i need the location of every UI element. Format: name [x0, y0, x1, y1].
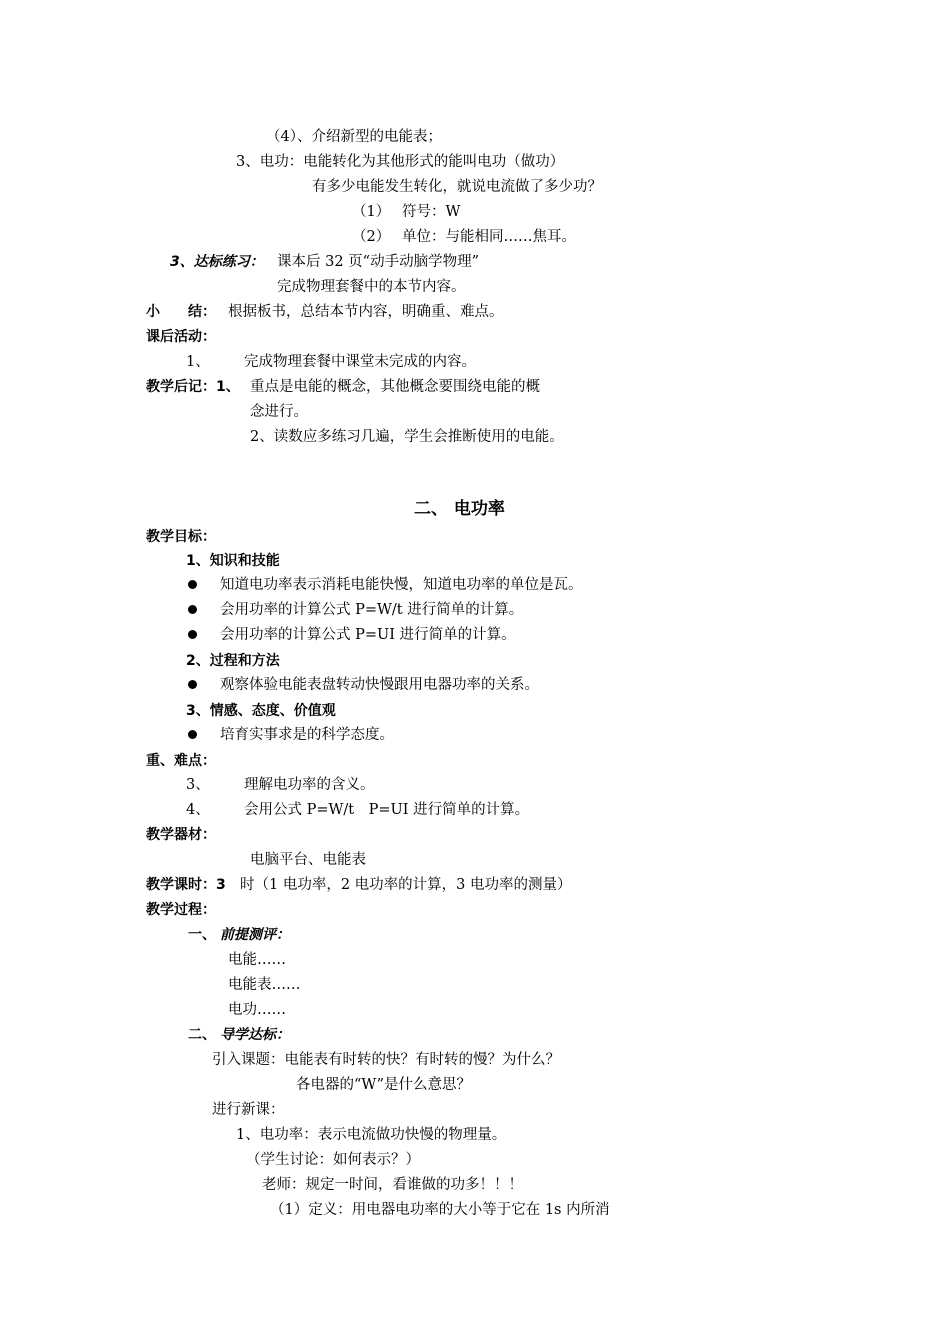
paragraph: 2、读数应多练习几遍，学生会推断使用的电能。	[250, 429, 564, 445]
paragraph: 引入课题：电能表有时转的快？有时转的慢？为什么？	[212, 1052, 560, 1068]
list-item-number: （1）	[352, 204, 391, 220]
paragraph: 1、电功率：表示电流做功快慢的物理量。	[236, 1127, 507, 1143]
list-item: 完成物理套餐中课堂未完成的内容。	[244, 354, 476, 370]
list-item: 观察体验电能表盘转动快慢跟用电器功率的关系。	[220, 677, 539, 693]
bullet-icon	[188, 730, 197, 739]
list-item-number: 1、	[186, 354, 210, 370]
list-item: 知道电功率表示消耗电能快慢，知道电功率的单位是瓦。	[220, 577, 583, 593]
paragraph: 时（1 电功率，2 电功率的计算，3 电功率的测量）	[240, 877, 572, 893]
section-heading: 教学过程：	[146, 902, 216, 918]
page-title: 二、 电功率	[414, 499, 505, 519]
section-heading: 教学目标：	[146, 529, 216, 545]
section-heading: 教学后记：1、	[146, 379, 240, 395]
section-heading: 教学课时：3	[146, 877, 226, 893]
list-item: （4）、介绍新型的电能表；	[266, 129, 442, 145]
paragraph: 各电器的“W”是什么意思？	[296, 1077, 471, 1093]
list-item: 电功……	[228, 1002, 286, 1018]
list-item: 有多少电能发生转化，就说电流做了多少功？	[312, 179, 602, 195]
subsection-heading: 导学达标：	[220, 1027, 290, 1043]
section-heading: 重、难点：	[146, 753, 216, 769]
subsection-heading: 前提测评：	[220, 927, 290, 943]
bullet-icon	[188, 630, 197, 639]
paragraph: 电脑平台、电能表	[250, 852, 366, 868]
list-item: 培育实事求是的科学态度。	[220, 727, 394, 743]
paragraph: 进行新课：	[212, 1102, 285, 1118]
subsection-heading: 2、过程和方法	[186, 653, 280, 669]
section-heading: 3、达标练习：	[170, 254, 264, 270]
subsection-heading: 3、情感、态度、价值观	[186, 703, 336, 719]
paragraph: 重点是电能的概念，其他概念要围绕电能的概	[250, 379, 540, 395]
bullet-icon	[188, 680, 197, 689]
paragraph: 根据板书，总结本节内容，明确重、难点。	[228, 304, 504, 320]
list-item: 电能……	[228, 952, 286, 968]
paragraph: （1）定义：用电器电功率的大小等于它在 1s 内所消	[270, 1202, 610, 1218]
list-item: 单位：与能相同……焦耳。	[402, 229, 576, 245]
paragraph: 念进行。	[250, 404, 308, 420]
list-item: 电能表……	[228, 977, 301, 993]
list-item-number: （2）	[352, 229, 391, 245]
list-item: 会用公式 P=W/t P=UI 进行简单的计算。	[244, 802, 530, 818]
list-item: 会用功率的计算公式 P=UI 进行简单的计算。	[220, 627, 516, 643]
subsection-heading: 1、知识和技能	[186, 553, 280, 569]
paragraph: 完成物理套餐中的本节内容。	[277, 279, 466, 295]
section-heading: 教学器材：	[146, 827, 216, 843]
paragraph: 老师：规定一时间，看谁做的功多！！！	[262, 1177, 523, 1193]
section-heading: 课后活动：	[146, 329, 216, 345]
subsection-number: 一、	[188, 927, 216, 943]
list-item: 会用功率的计算公式 P=W/t 进行简单的计算。	[220, 602, 524, 618]
subsection-number: 二、	[188, 1027, 216, 1043]
bullet-icon	[188, 605, 197, 614]
bullet-icon	[188, 580, 197, 589]
section-heading: 小 结：	[146, 304, 216, 320]
list-item: 符号：W	[402, 204, 461, 220]
paragraph: 课本后 32 页“动手动脑学物理”	[277, 254, 479, 270]
list-item: 理解电功率的含义。	[244, 777, 375, 793]
list-item-number: 3、	[186, 777, 210, 793]
list-item-number: 4、	[186, 802, 210, 818]
paragraph: （学生讨论：如何表示？）	[246, 1152, 420, 1168]
list-item: 3、电功：电能转化为其他形式的能叫电功（做功）	[236, 154, 565, 170]
